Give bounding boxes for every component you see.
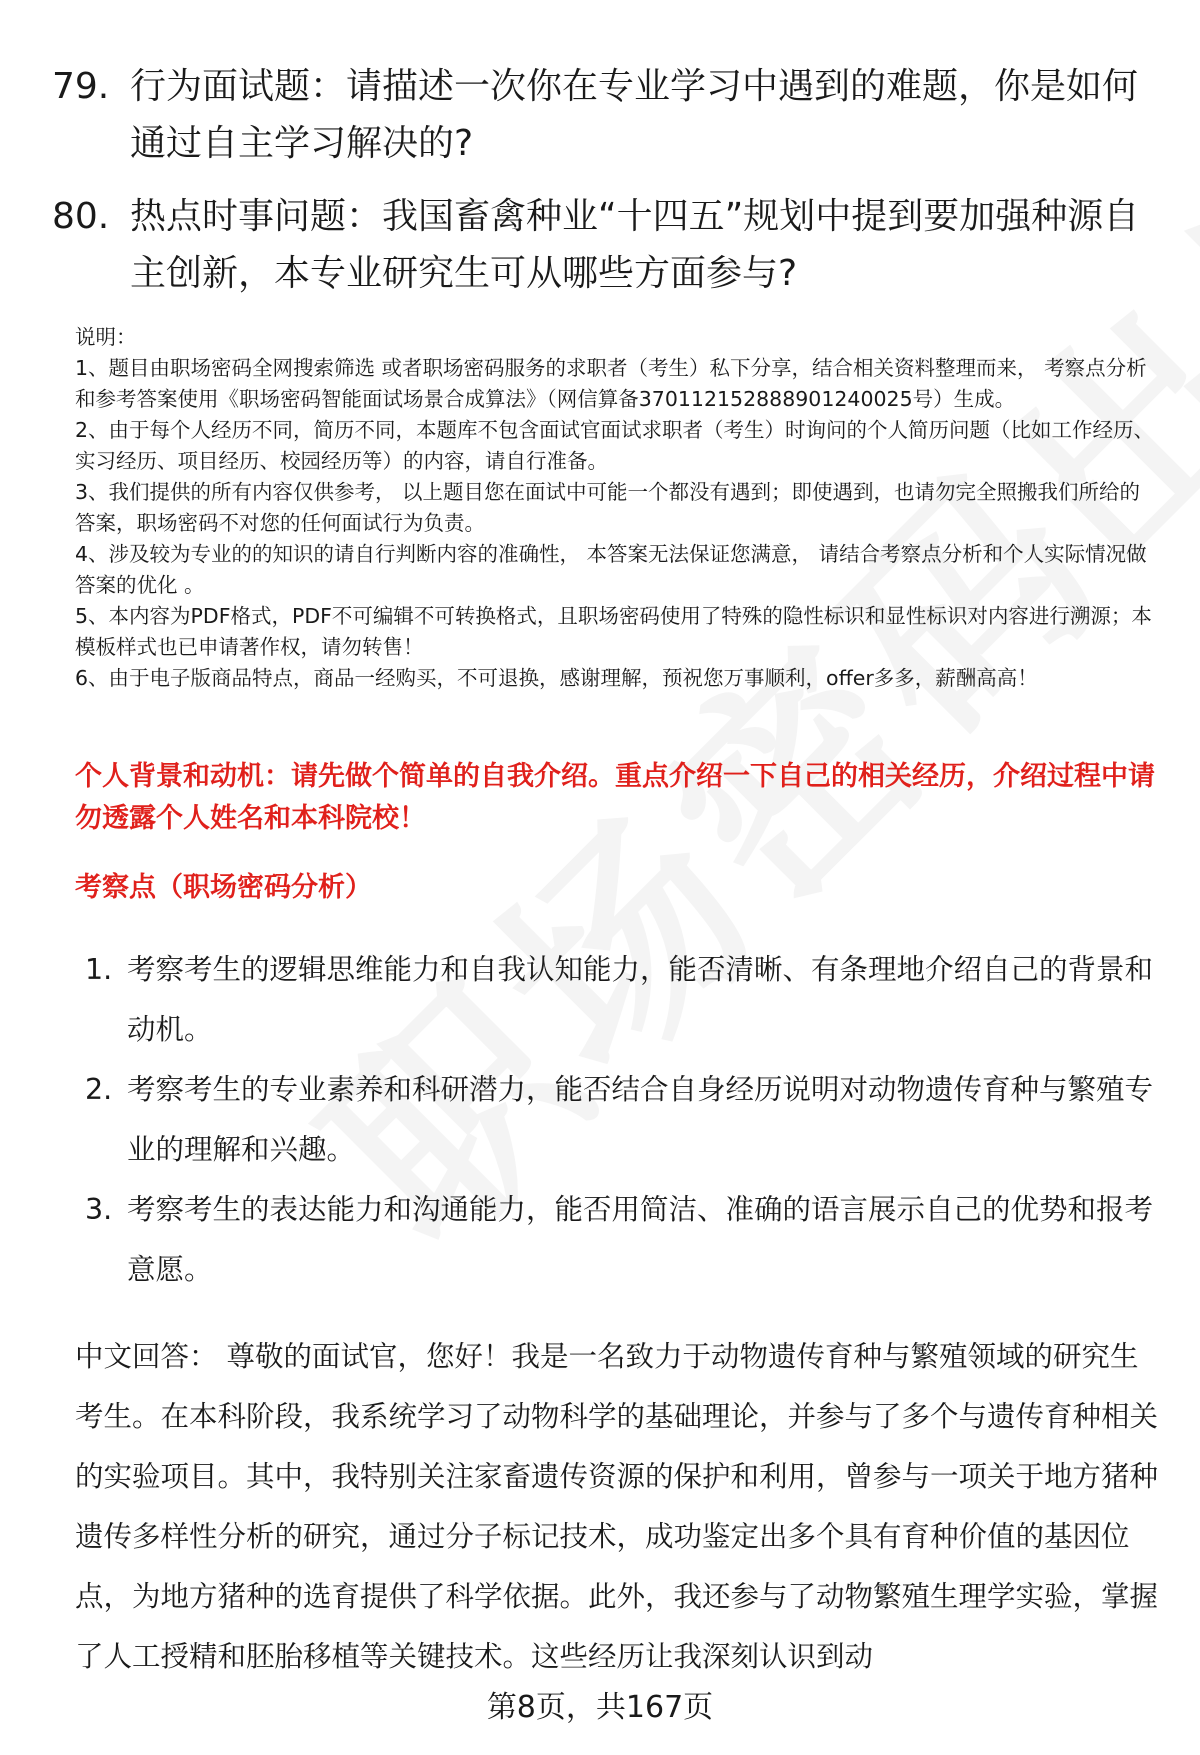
notes-title: 说明： <box>75 325 137 349</box>
note-item: 5、本内容为PDF格式，PDF不可编辑不可转换格式，且职场密码使用了特殊的隐性标识和显性标识对内容进行溯源；本模板样式也已申请著作权，请勿转售！ <box>75 604 1152 659</box>
list-item-number: 1. <box>85 953 113 986</box>
note-item: 1、题目由职场密码全网搜索筛选 或者职场密码服务的求职者（考生）私下分享，结合相关资料整理而来， 考察点分析和参考答案使用《职场密码智能面试场景合成算法》（网信算备370112152888901240025号）生成。 <box>75 356 1147 411</box>
page-footer: 第8页，共167页 <box>486 1690 714 1725</box>
note-item: 3、我们提供的所有内容仅供参考， 以上题目您在面试中可能一个都没有遇到；即使遇到，也请勿完全照搬我们所给的答案，职场密码不对您的任何面试行为负责。 <box>75 480 1141 535</box>
note-item: 6、由于电子版商品特点，商品一经购买，不可退换，感谢理解，预祝您万事顺利，offer多多，薪酬高高！ <box>75 666 1038 690</box>
answer-text: 中文回答： 尊敬的面试官，您好！我是一名致力于动物遗传育种与繁殖领域的研究生考生。在本科阶段，我系统学习了动物科学的基础理论，并参与了多个与遗传育种相关的实验项目。其中，我特别关注家畜遗传资源的保护和利用，曾参与一项关于地方猪种遗传多样性分析的研究，通过分子标记技术，成功鉴定出多个具有育种价值的基因位点，为地方猪种的选育提供了科学依据。此外，我还参与了动物繁殖生理学实验，掌握了人工授精和胚胎移植等关键技术。这些经历让我深刻认识到动 <box>75 1340 1159 1673</box>
question-number: 79. <box>52 66 110 107</box>
list-item-text: 考察考生的表达能力和沟通能力，能否用简洁、准确的语言展示自己的优势和报考意愿。 <box>127 1193 1154 1286</box>
list-item <box>75 1060 1155 1180</box>
question-80 <box>52 188 1162 302</box>
list-item-number: 3. <box>85 1193 113 1226</box>
question-79 <box>52 58 1162 172</box>
notes-block <box>75 322 1155 694</box>
points-list <box>75 940 1155 1300</box>
question-text: 行为面试题：请描述一次你在专业学习中遇到的难题，你是如何通过自主学习解决的? <box>130 66 1139 164</box>
list-item <box>75 1180 1155 1300</box>
list-item-number: 2. <box>85 1073 113 1106</box>
note-item: 2、由于每个人经历不同，简历不同，本题库不包含面试官面试求职者（考生）时询问的个人简历问题（比如工作经历、实习经历、项目经历、校园经历等）的内容，请自行准备。 <box>75 418 1155 473</box>
list-item <box>75 940 1155 1060</box>
list-item-text: 考察考生的专业素养和科研潜力，能否结合自身经历说明对动物遗传育种与繁殖专业的理解和兴趣。 <box>127 1073 1154 1166</box>
section-question: 个人背景和动机：请先做个简单的自我介绍。重点介绍一下自己的相关经历，介绍过程中请勿透露个人姓名和本科院校！ <box>75 761 1155 834</box>
note-item: 4、涉及较为专业的的知识的请自行判断内容的准确性， 本答案无法保证您满意， 请结合考察点分析和个人实际情况做答案的优化 。 <box>75 542 1147 597</box>
question-text: 热点时事问题：我国畜禽种业“十四五”规划中提到要加强种源自主创新，本专业研究生可从哪些方面参与? <box>130 196 1140 294</box>
question-number: 80. <box>52 196 110 237</box>
list-item-text: 考察考生的逻辑思维能力和自我认知能力，能否清晰、有条理地介绍自己的背景和动机。 <box>127 953 1154 1046</box>
points-heading: 考察点（职场密码分析） <box>75 872 372 903</box>
